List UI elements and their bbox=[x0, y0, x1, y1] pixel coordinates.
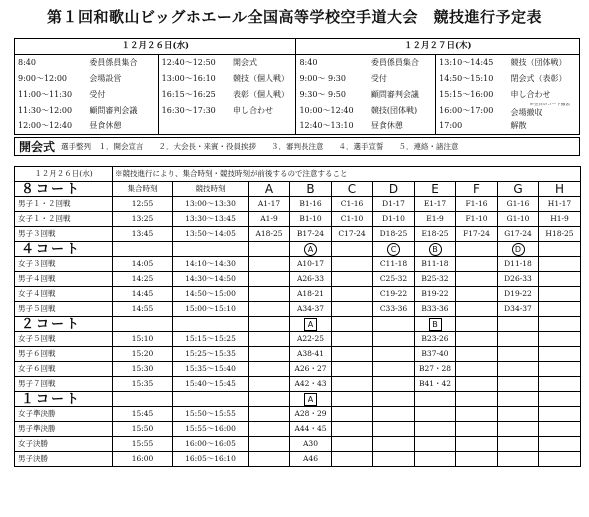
bout-cell: H18-25 bbox=[539, 227, 581, 242]
bout-cell bbox=[498, 332, 539, 347]
court-mark-cell bbox=[456, 392, 498, 407]
day2-left-time: 12:40～13:10 bbox=[296, 119, 368, 135]
bout-cell bbox=[249, 257, 290, 272]
table-row bbox=[15, 272, 581, 287]
bout-cell bbox=[332, 272, 373, 287]
event-name: 女子６回戦 bbox=[15, 362, 113, 377]
day1-right-time: 12:40～12:50 bbox=[158, 55, 230, 71]
bout-cell: D1-10 bbox=[373, 212, 415, 227]
event-note: ※翌日のコート撤去 bbox=[529, 102, 571, 107]
court-mark-cell bbox=[415, 392, 456, 407]
day1-left-time: 11:00～11:30 bbox=[18, 89, 73, 99]
bout-cell: A1-17 bbox=[249, 197, 290, 212]
day1-left-time: 9:00～12:00 bbox=[18, 73, 68, 83]
bout-cell bbox=[539, 422, 581, 437]
assembly-time: 14:45 bbox=[113, 287, 173, 302]
empty-cell bbox=[173, 317, 249, 332]
day2-right-event: 解散 bbox=[510, 121, 527, 131]
event-name: 男子１・２回戦 bbox=[15, 197, 113, 212]
bout-cell bbox=[456, 347, 498, 362]
col-header-A: A bbox=[249, 182, 290, 197]
day1-left-time: 11:30～12:00 bbox=[18, 105, 73, 115]
bout-cell bbox=[332, 437, 373, 452]
table-row bbox=[15, 257, 581, 272]
col-header-D: D bbox=[373, 182, 415, 197]
main-schedule-table bbox=[14, 166, 581, 467]
bout-cell bbox=[456, 332, 498, 347]
bout-cell: A1-9 bbox=[249, 212, 290, 227]
assembly-time: 14:05 bbox=[113, 257, 173, 272]
event-name: 男子準決勝 bbox=[15, 422, 113, 437]
court-mark-cell bbox=[539, 317, 581, 332]
event-name: 男子５回戦 bbox=[15, 302, 113, 317]
bout-cell: C19-22 bbox=[373, 287, 415, 302]
bout-cell: C17-24 bbox=[332, 227, 373, 242]
bout-cell: D1-17 bbox=[373, 197, 415, 212]
bout-cell bbox=[373, 452, 415, 467]
court-mark-cell bbox=[332, 392, 373, 407]
bout-cell: B37-40 bbox=[415, 347, 456, 362]
court-mark-cell bbox=[290, 242, 332, 257]
bout-cell bbox=[456, 302, 498, 317]
bout-cell: B41・42 bbox=[415, 377, 456, 392]
bout-cell bbox=[249, 347, 290, 362]
court-mark-cell bbox=[290, 392, 332, 407]
court-mark-cell bbox=[249, 392, 290, 407]
bout-cell: C33-36 bbox=[373, 302, 415, 317]
col-assembly-header: 集合時刻 bbox=[113, 182, 173, 197]
empty-cell bbox=[173, 392, 249, 407]
event-name: 男子７回戦 bbox=[15, 377, 113, 392]
bout-cell bbox=[498, 377, 539, 392]
bout-cell bbox=[332, 302, 373, 317]
court-mark-cell bbox=[373, 317, 415, 332]
court-row bbox=[15, 392, 581, 407]
bout-cell: B1-16 bbox=[290, 197, 332, 212]
compete-time: 16:00～16:05 bbox=[173, 437, 249, 452]
bout-cell: D11-18 bbox=[498, 257, 539, 272]
bout-cell: A44・45 bbox=[290, 422, 332, 437]
bout-cell bbox=[539, 272, 581, 287]
day1-left-event: 顧問審判会議 bbox=[89, 105, 138, 115]
bout-cell bbox=[332, 287, 373, 302]
bout-cell: A18-21 bbox=[290, 287, 332, 302]
bout-cell: C25-32 bbox=[373, 272, 415, 287]
event-name: 女子４回戦 bbox=[15, 287, 113, 302]
assembly-time: 12:55 bbox=[113, 197, 173, 212]
col-header-B: B bbox=[290, 182, 332, 197]
day1-right-event bbox=[230, 119, 296, 135]
bout-cell: D19-22 bbox=[498, 287, 539, 302]
col-header-H: H bbox=[539, 182, 581, 197]
day1-right-event: 表彰（個人戦） bbox=[233, 89, 290, 99]
assembly-time: 13:25 bbox=[113, 212, 173, 227]
bout-cell: H1-17 bbox=[539, 197, 581, 212]
court-mark-cell bbox=[498, 242, 539, 257]
bout-cell bbox=[539, 377, 581, 392]
bout-cell: A34-37 bbox=[290, 302, 332, 317]
court-mark-cell bbox=[373, 392, 415, 407]
day1-left-event: 受付 bbox=[89, 89, 106, 99]
table-row bbox=[15, 197, 581, 212]
court-mark-cell bbox=[498, 392, 539, 407]
court-mark-cell bbox=[415, 317, 456, 332]
bout-cell bbox=[332, 407, 373, 422]
compete-time: 15:25～15:35 bbox=[173, 347, 249, 362]
bout-cell: A18-25 bbox=[249, 227, 290, 242]
bout-cell: A28・29 bbox=[290, 407, 332, 422]
compete-time: 14:10～14:30 bbox=[173, 257, 249, 272]
day1-right-event: 申し合わせ bbox=[233, 105, 274, 115]
day2-left-time: 9:00～ 9:30 bbox=[296, 71, 368, 87]
bout-cell: B11-18 bbox=[415, 257, 456, 272]
bout-cell: G1-10 bbox=[498, 212, 539, 227]
bout-cell bbox=[456, 437, 498, 452]
bout-cell: B17-24 bbox=[290, 227, 332, 242]
schedule-row bbox=[15, 87, 580, 103]
main-note: ※競技進行により、集合時刻・競技時刻が前後するので注意すること bbox=[113, 167, 581, 182]
compete-time: 15:50～15:55 bbox=[173, 407, 249, 422]
bout-cell bbox=[373, 437, 415, 452]
col-compete-header: 競技時刻 bbox=[173, 182, 249, 197]
compete-time: 13:30～13:45 bbox=[173, 212, 249, 227]
event-name: 女子５回戦 bbox=[15, 332, 113, 347]
bout-cell bbox=[373, 362, 415, 377]
court-mark-cell bbox=[456, 242, 498, 257]
court-mark-cell bbox=[332, 317, 373, 332]
empty-cell bbox=[173, 242, 249, 257]
day2-right-event: 申し合わせ bbox=[510, 89, 551, 99]
assembly-time: 14:25 bbox=[113, 272, 173, 287]
bout-cell: F1-10 bbox=[456, 212, 498, 227]
court-mark-cell bbox=[539, 242, 581, 257]
bout-cell bbox=[249, 287, 290, 302]
page-title: 第１回和歌山ビッグホエール全国高等学校空手道大会 競技進行予定表 bbox=[46, 8, 543, 26]
day1-right-time bbox=[158, 119, 230, 135]
bout-cell bbox=[456, 377, 498, 392]
bout-cell bbox=[415, 437, 456, 452]
event-name: 女子１・２回戦 bbox=[15, 212, 113, 227]
event-name: 女子準決勝 bbox=[15, 407, 113, 422]
day1-left-time: 8:40 bbox=[18, 57, 36, 67]
bout-cell: B1-10 bbox=[290, 212, 332, 227]
bout-cell: F17-24 bbox=[456, 227, 498, 242]
table-row bbox=[15, 437, 581, 452]
empty-cell bbox=[113, 317, 173, 332]
empty-cell bbox=[113, 392, 173, 407]
bout-cell: A10-17 bbox=[290, 257, 332, 272]
bout-cell: D26-33 bbox=[498, 272, 539, 287]
bout-cell bbox=[332, 377, 373, 392]
bout-cell bbox=[539, 452, 581, 467]
schedule-row bbox=[15, 71, 580, 87]
opening-label: 開会式 bbox=[19, 140, 56, 154]
court-mark-cell bbox=[498, 317, 539, 332]
bout-cell bbox=[498, 362, 539, 377]
day1-left-event: 昼食休憩 bbox=[89, 121, 122, 131]
compete-time: 13:00～13:30 bbox=[173, 197, 249, 212]
bout-cell: A22-25 bbox=[290, 332, 332, 347]
bout-cell bbox=[332, 257, 373, 272]
day2-left-time: 10:00～12:40 bbox=[296, 103, 368, 119]
bout-cell: D34-37 bbox=[498, 302, 539, 317]
bout-cell: B33-36 bbox=[415, 302, 456, 317]
bout-cell bbox=[373, 377, 415, 392]
bout-cell bbox=[456, 452, 498, 467]
bout-cell: B19-22 bbox=[415, 287, 456, 302]
bout-cell bbox=[498, 452, 539, 467]
compete-time: 15:15～15:25 bbox=[173, 332, 249, 347]
day2-right-event: 会場撤収 ※翌日のコート撤去 bbox=[510, 102, 571, 117]
bout-cell: A26・27 bbox=[290, 362, 332, 377]
bout-cell bbox=[332, 422, 373, 437]
bout-cell bbox=[415, 452, 456, 467]
court-heading: ２コート bbox=[15, 317, 113, 332]
bout-cell bbox=[249, 302, 290, 317]
bout-cell bbox=[249, 437, 290, 452]
day2-left-event: 受付 bbox=[370, 73, 387, 83]
court-mark-cell bbox=[373, 242, 415, 257]
bout-cell bbox=[456, 422, 498, 437]
bout-cell bbox=[456, 287, 498, 302]
court-mark-cell bbox=[290, 317, 332, 332]
bout-cell: D18-25 bbox=[373, 227, 415, 242]
compete-time: 14:50～15:00 bbox=[173, 287, 249, 302]
bout-cell bbox=[249, 332, 290, 347]
schedule-table bbox=[14, 38, 580, 135]
event-name: 男子決勝 bbox=[15, 452, 113, 467]
event-name: 男子４回戦 bbox=[15, 272, 113, 287]
bout-cell bbox=[498, 407, 539, 422]
table-row bbox=[15, 362, 581, 377]
opening-ceremony-bar bbox=[14, 137, 580, 156]
compete-time: 16:05～16:10 bbox=[173, 452, 249, 467]
court-mark: A bbox=[304, 393, 317, 406]
bout-cell bbox=[539, 257, 581, 272]
day2-left-event: 顧問審判会議 bbox=[370, 89, 419, 99]
day2-right-time: 16:00～17:00 bbox=[436, 103, 508, 119]
bout-cell bbox=[539, 362, 581, 377]
court-heading: ４コート bbox=[15, 242, 113, 257]
bout-cell bbox=[332, 347, 373, 362]
opening-items: 選手整列 １．開会宣言 ２．大会長・来賓・役員挨拶 ３．審判長注意 ４．選手宣誓 ５．連絡・諸注意 bbox=[61, 142, 459, 151]
assembly-time: 13:45 bbox=[113, 227, 173, 242]
court-row bbox=[15, 317, 581, 332]
compete-time: 13:50～14:05 bbox=[173, 227, 249, 242]
bout-cell bbox=[249, 362, 290, 377]
bout-cell bbox=[373, 332, 415, 347]
event-name: 男子６回戦 bbox=[15, 347, 113, 362]
day1-right-time: 16:15～16:25 bbox=[158, 87, 230, 103]
bout-cell bbox=[456, 362, 498, 377]
bout-cell bbox=[539, 407, 581, 422]
bout-cell bbox=[415, 422, 456, 437]
bout-cell bbox=[373, 407, 415, 422]
bout-cell: C1-10 bbox=[332, 212, 373, 227]
day2-right-time: 14:50～15:10 bbox=[436, 71, 508, 87]
bout-cell bbox=[332, 362, 373, 377]
court-mark: D bbox=[512, 243, 525, 256]
bout-cell: E18-25 bbox=[415, 227, 456, 242]
bout-cell: F1-16 bbox=[456, 197, 498, 212]
bout-cell bbox=[539, 302, 581, 317]
empty-cell bbox=[113, 242, 173, 257]
assembly-time: 15:45 bbox=[113, 407, 173, 422]
court-mark-cell bbox=[539, 392, 581, 407]
table-row bbox=[15, 347, 581, 362]
bout-cell: A42・43 bbox=[290, 377, 332, 392]
schedule-row bbox=[15, 119, 580, 135]
bout-cell bbox=[249, 452, 290, 467]
bout-cell bbox=[373, 347, 415, 362]
day2-right-time: 13:10～14:45 bbox=[436, 55, 508, 71]
day2-header: １２月２７日(木) bbox=[296, 39, 580, 55]
bout-cell bbox=[249, 407, 290, 422]
event-name: 女子３回戦 bbox=[15, 257, 113, 272]
court-mark-cell bbox=[249, 242, 290, 257]
schedule-row bbox=[15, 103, 580, 119]
assembly-time: 16:00 bbox=[113, 452, 173, 467]
day2-right-event: 閉会式（表彰） bbox=[510, 73, 567, 83]
assembly-time: 15:30 bbox=[113, 362, 173, 377]
bout-cell bbox=[456, 407, 498, 422]
main-day-header: １２月２６日(水) bbox=[15, 167, 113, 182]
bout-cell: B25-32 bbox=[415, 272, 456, 287]
compete-time: 15:55～16:00 bbox=[173, 422, 249, 437]
day2-left-time: 9:30～ 9:50 bbox=[296, 87, 368, 103]
bout-cell: G17-24 bbox=[498, 227, 539, 242]
compete-time: 15:35～15:40 bbox=[173, 362, 249, 377]
court-mark: A bbox=[304, 243, 317, 256]
event-name: 女子決勝 bbox=[15, 437, 113, 452]
schedule-row bbox=[15, 55, 580, 71]
bout-cell bbox=[539, 287, 581, 302]
court-heading: ８コート bbox=[15, 182, 113, 197]
day1-left-time: 12:00～12:40 bbox=[18, 121, 73, 131]
day2-left-time: 8:40 bbox=[296, 55, 368, 71]
col-header-F: F bbox=[456, 182, 498, 197]
day1-left-event: 委員係員集合 bbox=[89, 57, 138, 67]
bout-cell bbox=[539, 437, 581, 452]
court-mark-cell bbox=[415, 242, 456, 257]
day2-right-event: 競技（団体戦） bbox=[510, 57, 567, 67]
court-mark-cell bbox=[249, 317, 290, 332]
assembly-time: 15:20 bbox=[113, 347, 173, 362]
assembly-time: 15:55 bbox=[113, 437, 173, 452]
event-name: 男子３回戦 bbox=[15, 227, 113, 242]
table-row bbox=[15, 227, 581, 242]
bout-cell: A30 bbox=[290, 437, 332, 452]
day2-left-event: 昼食休憩 bbox=[370, 121, 403, 131]
main-header-row bbox=[15, 182, 581, 197]
day1-right-time: 16:30～17:30 bbox=[158, 103, 230, 119]
day1-right-event: 開会式 bbox=[233, 57, 258, 67]
compete-time: 15:00～15:10 bbox=[173, 302, 249, 317]
bout-cell bbox=[456, 272, 498, 287]
bout-cell: H1-9 bbox=[539, 212, 581, 227]
court-row bbox=[15, 242, 581, 257]
day2-right-time: 17:00 bbox=[436, 119, 508, 135]
compete-time: 15:40～15:45 bbox=[173, 377, 249, 392]
court-mark: A bbox=[304, 318, 317, 331]
bout-cell bbox=[456, 257, 498, 272]
day1-header: １２月２６日(水) bbox=[15, 39, 296, 55]
bout-cell bbox=[249, 377, 290, 392]
court-mark-cell bbox=[332, 242, 373, 257]
day1-right-time: 13:00～16:10 bbox=[158, 71, 230, 87]
day2-left-event: 競技(団体戦) bbox=[370, 105, 418, 115]
bout-cell bbox=[332, 332, 373, 347]
bout-cell bbox=[539, 347, 581, 362]
day1-right-event: 競技（個人戦） bbox=[233, 73, 290, 83]
col-header-G: G bbox=[498, 182, 539, 197]
assembly-time: 15:10 bbox=[113, 332, 173, 347]
court-heading: １コート bbox=[15, 392, 113, 407]
bout-cell bbox=[498, 347, 539, 362]
table-row bbox=[15, 407, 581, 422]
table-row bbox=[15, 422, 581, 437]
bout-cell: B27・28 bbox=[415, 362, 456, 377]
bout-cell bbox=[249, 272, 290, 287]
bout-cell bbox=[539, 332, 581, 347]
bout-cell: G1-16 bbox=[498, 197, 539, 212]
bout-cell: A46 bbox=[290, 452, 332, 467]
bout-cell bbox=[498, 422, 539, 437]
bout-cell bbox=[373, 422, 415, 437]
court-mark: B bbox=[429, 243, 442, 256]
court-mark-cell bbox=[456, 317, 498, 332]
assembly-time: 14:55 bbox=[113, 302, 173, 317]
table-row bbox=[15, 212, 581, 227]
bout-cell bbox=[498, 437, 539, 452]
table-row bbox=[15, 332, 581, 347]
bout-cell: A38-41 bbox=[290, 347, 332, 362]
bout-cell bbox=[249, 422, 290, 437]
bout-cell: E1-9 bbox=[415, 212, 456, 227]
col-header-C: C bbox=[332, 182, 373, 197]
compete-time: 14:30～14:50 bbox=[173, 272, 249, 287]
day1-left-event: 会場設営 bbox=[89, 73, 122, 83]
assembly-time: 15:50 bbox=[113, 422, 173, 437]
table-row bbox=[15, 452, 581, 467]
bout-cell: C11-18 bbox=[373, 257, 415, 272]
assembly-time: 15:35 bbox=[113, 377, 173, 392]
bout-cell: B23-26 bbox=[415, 332, 456, 347]
day2-right-time: 15:15～16:00 bbox=[436, 87, 508, 103]
bout-cell: C1-16 bbox=[332, 197, 373, 212]
table-row bbox=[15, 377, 581, 392]
bout-cell bbox=[332, 452, 373, 467]
day2-left-event: 委員係員集合 bbox=[370, 57, 419, 67]
table-row bbox=[15, 287, 581, 302]
col-header-E: E bbox=[415, 182, 456, 197]
bout-cell: A26-33 bbox=[290, 272, 332, 287]
court-mark: C bbox=[387, 243, 400, 256]
bout-cell: E1-17 bbox=[415, 197, 456, 212]
table-row bbox=[15, 302, 581, 317]
court-mark: B bbox=[429, 318, 442, 331]
bout-cell bbox=[415, 407, 456, 422]
